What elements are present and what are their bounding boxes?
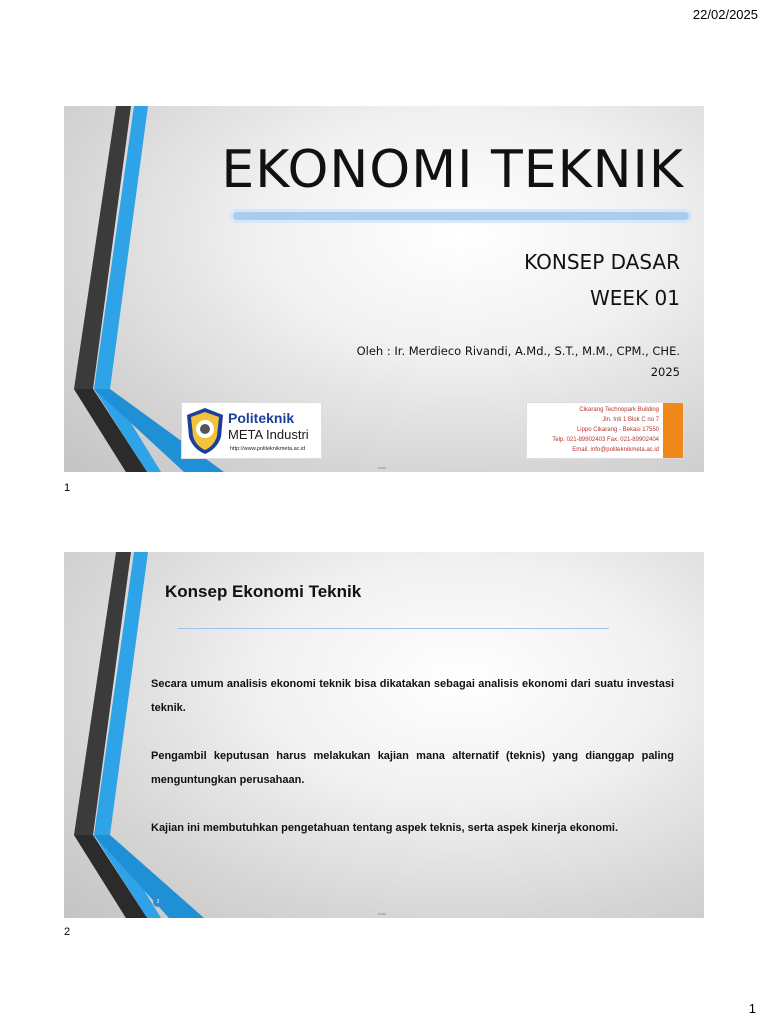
- slide-decoration: [64, 552, 264, 918]
- year-line: 2025: [650, 365, 680, 379]
- slide-title: Konsep Ekonomi Teknik: [165, 582, 362, 601]
- slide-number-badge: 2: [153, 897, 163, 907]
- address-box: [526, 402, 684, 459]
- title-divider: [178, 628, 609, 629]
- slide-index-2: 2: [64, 926, 71, 938]
- address-line: Email. info@politeknikmeta.ac.id: [572, 447, 659, 453]
- classification-label: Public: [378, 466, 387, 470]
- logo-name-line-1: Politeknik: [228, 410, 295, 426]
- address-line: Cikarang Technopark Building: [579, 407, 659, 413]
- address-line: Jln. Inti 1 Blok C no 7: [602, 417, 659, 423]
- body-paragraph: Kajian ini membutuhkan pengetahuan tentang aspek teknis, serta aspek kinerja ekonomi.: [151, 822, 619, 834]
- slide-subtitle-2: WEEK 01: [590, 286, 680, 310]
- logo-url: http://www.politeknikmeta.ac.id: [230, 446, 306, 452]
- shield-emblem-icon: [185, 407, 225, 455]
- body-paragraph: Secara umum analisis ekonomi teknik bisa dikatakan sebagai analisis ekonomi dari suatu investasi teknik.: [151, 678, 674, 714]
- slide-title: EKONOMI TEKNIK: [221, 140, 684, 200]
- address-line: Lippo Cikarang - Bekasi 17550: [576, 427, 659, 433]
- slide-1: [64, 106, 704, 472]
- title-underline-bar: [230, 209, 692, 223]
- institution-logo: [181, 402, 322, 459]
- classification-label: Public: [378, 912, 387, 916]
- page-number: 1: [748, 1001, 756, 1016]
- slide-2: [64, 552, 704, 918]
- logo-name-line-2: META Industri: [228, 427, 309, 442]
- author-line: Oleh : Ir. Merdieco Rivandi, A.Md., S.T., M.M., CPM., CHE.: [356, 344, 680, 358]
- address-accent-bar: [663, 403, 683, 458]
- slide-index-1: 1: [64, 482, 71, 494]
- print-date: 22/02/2025: [692, 7, 758, 22]
- body-paragraph: Pengambil keputusan harus melakukan kajian mana alternatif (teknis) yang dianggap paling menguntungkan perusahaan.: [151, 750, 674, 786]
- slide-subtitle-1: KONSEP DASAR: [524, 250, 680, 274]
- address-line: Telp. 021-89902403 Fax. 021-89902404: [552, 437, 659, 443]
